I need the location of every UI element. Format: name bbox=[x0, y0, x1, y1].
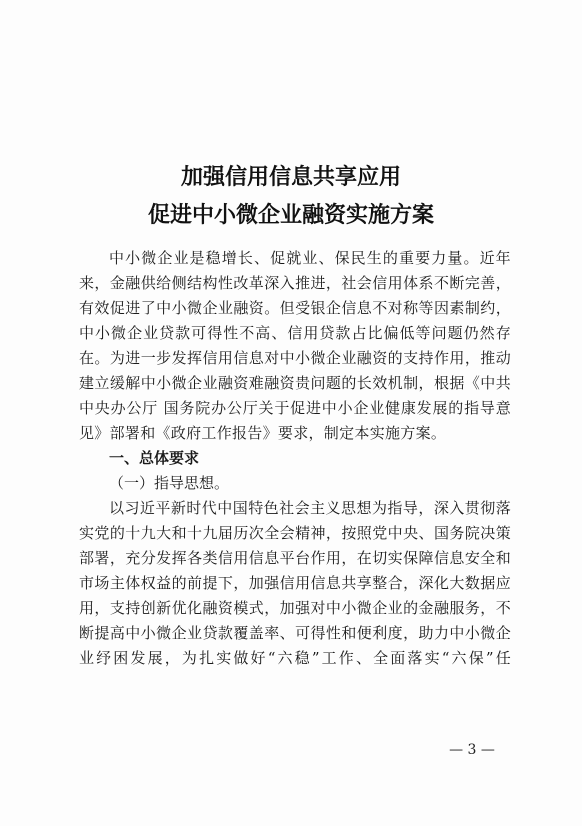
paragraph-1-line: 中小微企业贷款可得性不高、信用贷款占比偏低等问题仍然存 bbox=[79, 324, 511, 342]
paragraph-2-line: 用，支持创新优化融资模式，加强对中小微企业的金融服务，不 bbox=[79, 599, 511, 617]
section-heading: 一、总体要求 bbox=[109, 449, 200, 467]
paragraph-2-line: 部署，充分发挥各类信用信息平台作用，在切实保障信息安全和 bbox=[79, 549, 511, 567]
paragraph-1-line: 来，金融供给侧结构性改革深入推进，社会信用体系不断完善， bbox=[79, 274, 511, 292]
paragraph-2-line: 断提高中小微企业贷款覆盖率、可得性和便利度，助力中小微企 bbox=[79, 624, 511, 642]
paragraph-2-line: 业纾困发展，为扎实做好“六稳”工作、全面落实“六保”任 bbox=[79, 649, 511, 667]
paragraph-2-line: 市场主体权益的前提下，加强信用信息共享整合，深化大数据应 bbox=[79, 574, 511, 592]
subsection-heading: （一）指导思想。 bbox=[109, 474, 230, 492]
document-body bbox=[79, 246, 511, 671]
paragraph-1-line: 有效促进了中小微企业融资。但受银企信息不对称等因素制约， bbox=[79, 299, 511, 317]
paragraph-1-line: 建立缓解中小微企业融资难融资贵问题的长效机制，根据《中共 bbox=[79, 374, 511, 392]
paragraph-1-line: 在。为进一步发挥信用信息对中小微企业融资的支持作用，推动 bbox=[79, 349, 511, 367]
document-title-line-2: 促进中小微企业融资实施方案 bbox=[147, 203, 434, 228]
paragraph-1-line: 见》部署和《政府工作报告》要求，制定本实施方案。 bbox=[79, 424, 447, 442]
paragraph-2-line: 实党的十九大和十九届历次全会精神，按照党中央、国务院决策 bbox=[79, 524, 511, 542]
paragraph-1-line: 中央办公厅 国务院办公厅关于促进中小企业健康发展的指导意 bbox=[79, 399, 511, 417]
page-number: — 3 — bbox=[449, 742, 495, 758]
paragraph-1-line: 中小微企业是稳增长、促就业、保民生的重要力量。近年 bbox=[109, 249, 511, 267]
paragraph-2-line: 以习近平新时代中国特色社会主义思想为指导，深入贯彻落 bbox=[109, 499, 511, 517]
document-title-line-1: 加强信用信息共享应用 bbox=[180, 165, 401, 190]
